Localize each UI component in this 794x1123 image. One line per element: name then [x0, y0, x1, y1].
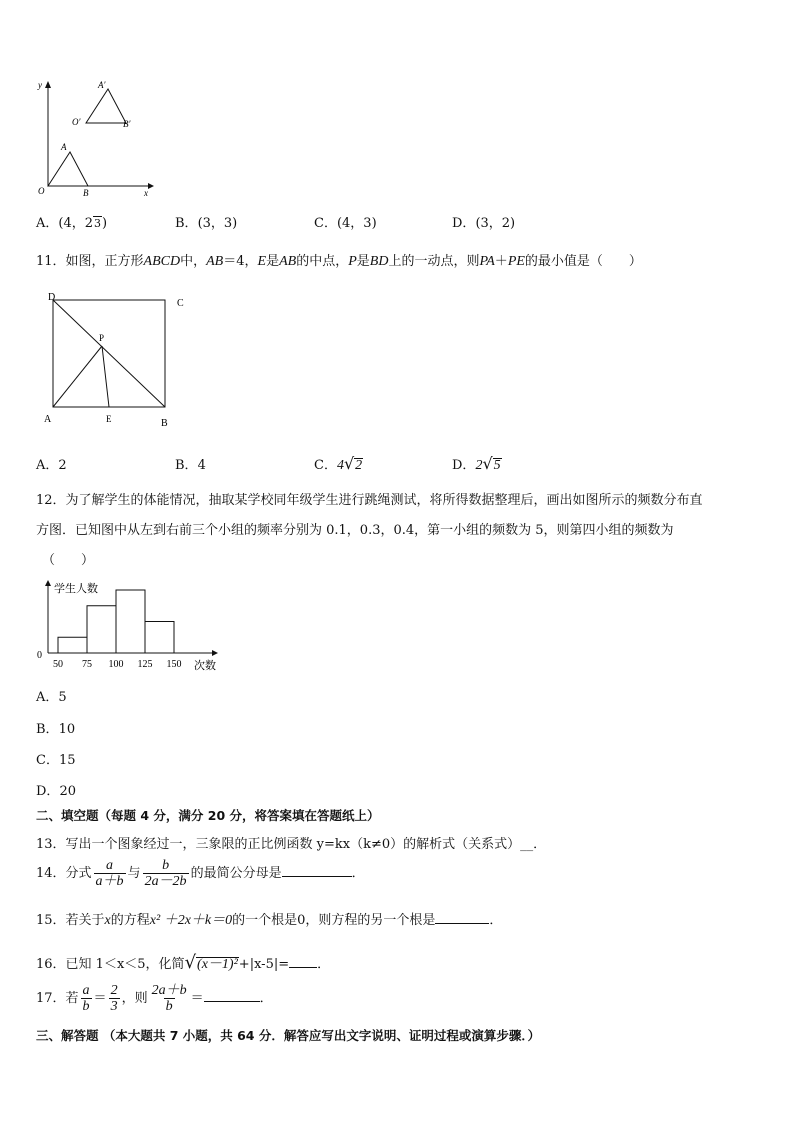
triangle-o1a1b1 — [86, 89, 126, 123]
label-a-prime: A′ — [98, 80, 106, 90]
section-3-heading: 三、解答题 （本大题共 7 小题，共 64 分．解答应写出文字说明、证明过程或演算步骤．） — [36, 1028, 541, 1043]
section-2-heading: 二、填空题（每题 4 分，满分 20 分，将答案填在答题纸上） — [36, 808, 380, 823]
q12-line-3: （ ） — [42, 553, 95, 568]
q12-histogram — [34, 576, 224, 674]
label-b-prime: B′ — [123, 119, 131, 129]
q14-fraction-1: $\frac{a}{a+b}$ — [95, 858, 124, 889]
q12-option-b[interactable]: B．10 — [36, 722, 76, 737]
label-b: B — [83, 188, 89, 198]
q11-option-c[interactable]: C．4√2 — [314, 454, 363, 473]
x-axis-arrow — [148, 183, 154, 189]
label-o-prime: O′ — [72, 117, 81, 127]
q10-option-d[interactable]: D．(3，2) — [452, 216, 516, 231]
histogram-bar — [87, 606, 116, 653]
q13-text: 13．写出一个图象经过一，三象限的正比例函数 y=kx（k≠0）的解析式（关系式）__． — [36, 837, 547, 852]
q11-figure — [40, 288, 190, 433]
diagonal-bd — [53, 300, 165, 407]
q12-line-1: 12．为了解学生的体能情况，抽取某学校同年级学生进行跳绳测试，将所得数据整理后，画出如图所示的频数分布直 — [36, 493, 703, 508]
q16-answer-blank[interactable] — [289, 967, 317, 968]
q15-answer-blank[interactable] — [435, 923, 489, 924]
label-o: O — [38, 186, 45, 196]
q11-stem: 11．如图，正方形ABCD中，AB＝4，E是AB的中点，P是BD上的一动点，则PA＋PE的最小值是（ ） — [36, 254, 642, 269]
q17-fraction-2: $\frac{2}{3}$ — [110, 983, 118, 1014]
histogram-bar — [58, 637, 87, 653]
q17-answer-blank[interactable] — [204, 1001, 260, 1002]
segment-pa — [53, 346, 102, 407]
x-tick-label: 150 — [166, 659, 182, 670]
y-axis-label: 学生人数 — [54, 582, 98, 595]
q17-fraction-3: $\frac{2a+b}{b}$ — [151, 983, 187, 1014]
label-p: P — [99, 333, 105, 343]
y-axis-arrow — [45, 580, 51, 586]
q10-option-a[interactable]: A．(4，23) — [36, 216, 108, 231]
q15-line: 15．若关于x的方程x² ＋2x＋k＝0的一个根是0，则方程的另一个根是 ． — [36, 913, 503, 928]
x-tick-label: 75 — [82, 659, 92, 670]
q12-option-d[interactable]: D．20 — [36, 784, 76, 799]
q10-figure — [34, 76, 154, 198]
label-d: D — [48, 292, 56, 303]
q10-option-c[interactable]: C．(4，3) — [314, 216, 377, 231]
q17-fraction-1: $\frac{a}{b}$ — [82, 983, 90, 1014]
q16-line: 16．已知 1＜x＜5，化简√(x－1)²+|x-5|= ． — [36, 952, 331, 973]
q14-line: 14．分式 $\frac{a}{a+b}$ 与 $\frac{b}{2a-2b}$ 的最简公分母是 ． — [36, 858, 365, 889]
histogram-bar — [116, 590, 145, 653]
label-a: A — [44, 414, 52, 425]
q10-option-b[interactable]: B．(3，3) — [175, 216, 238, 231]
x-axis-arrow — [212, 650, 218, 656]
q12-option-c[interactable]: C．15 — [36, 753, 76, 768]
label-e: E — [106, 414, 112, 424]
q11-option-b[interactable]: B．4 — [175, 458, 206, 473]
histogram-bar — [145, 622, 174, 654]
label-y: y — [38, 80, 42, 90]
y-axis-arrow — [45, 81, 51, 88]
q12-line-2: 方图．已知图中从左到右前三个小组的频率分别为 0.1，0.3，0.4，第一小组的频数为 5，则第四小组的频数为 — [36, 523, 674, 538]
x-tick-label: 100 — [108, 659, 124, 670]
triangle-oab — [48, 152, 88, 186]
x-tick-label: 125 — [137, 659, 153, 670]
label-a: A — [61, 142, 67, 152]
q17-line: 17．若 $\frac{a}{b}$ ＝ $\frac{2}{3}$ ，则 $\frac{2a+b}{b}$ ＝ ． — [36, 983, 273, 1014]
q11-option-a[interactable]: A．2 — [36, 458, 67, 473]
origin-label: 0 — [37, 650, 42, 661]
segment-pe — [102, 346, 109, 407]
label-x: x — [144, 188, 148, 198]
q11-option-d[interactable]: D．2√5 — [452, 454, 501, 473]
x-axis-label: 次数 — [194, 659, 216, 672]
label-b: B — [161, 418, 168, 429]
label-c: C — [177, 298, 184, 309]
q12-option-a[interactable]: A．5 — [36, 690, 67, 705]
q14-fraction-2: $\frac{b}{2a-2b}$ — [144, 858, 187, 889]
x-tick-label: 50 — [53, 659, 63, 670]
q14-answer-blank[interactable] — [282, 876, 352, 877]
